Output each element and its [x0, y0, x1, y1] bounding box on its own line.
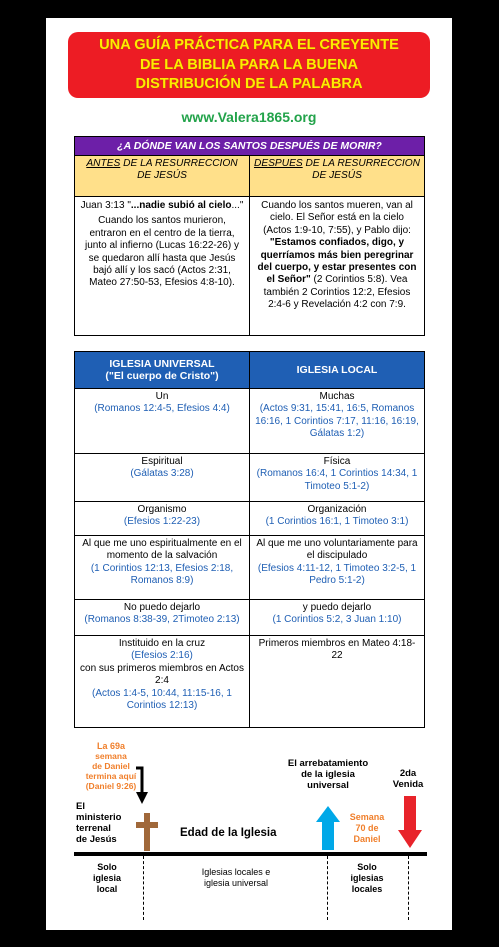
after-header [250, 156, 425, 197]
segment-line: local [96, 884, 118, 894]
before-text: Cuando los santos murieron, entraron en el centro de la tierra, junto al infierno (Lucas 16:22-26) y se quedaron allí hasta que Jesús bajó allí y los sacó (Actos 2:31, Mateo 27:50-53, Efesios 4:8-10). [85, 215, 239, 289]
death-table-title: ¿A DÓNDE VAN LOS SANTOS DESPUÉS DE MORIR? [75, 137, 425, 156]
second-coming-line: 2da [399, 768, 417, 779]
universal-text: con sus primeros miembros en Actos 2:4 [80, 662, 244, 687]
universal-ref: (Efesios 2:16) [131, 650, 193, 662]
local-cell [250, 502, 425, 536]
week69-line: (Daniel 9:26) [85, 781, 137, 791]
before-cell [75, 197, 250, 336]
local-cell [250, 536, 425, 600]
down-arrow-icon [134, 766, 150, 806]
local-ref: (1 Corintios 16:1, 1 Timoteo 3:1) [265, 516, 409, 528]
universal-header-subtitle: ("El cuerpo de Cristo") [105, 370, 219, 382]
title-line-1: UNA GUÍA PRÁCTICA PARA EL CREYENTE [99, 37, 399, 53]
before-verse-quote: ...nadie subió al cielo [130, 200, 232, 211]
universal-text: No puedo dejarlo [123, 602, 201, 613]
universal-cell [75, 636, 250, 728]
ministry-line: El [76, 801, 85, 812]
segment-line: iglesias [350, 873, 384, 883]
title-line-3: DISTRIBUCIÓN DE LA PALABRA [135, 76, 363, 92]
local-header: IGLESIA LOCAL [250, 352, 425, 389]
red-down-arrow-icon [398, 796, 422, 848]
before-verse-ref: Juan 3:13 " [80, 200, 131, 211]
segment-line: locales [351, 884, 383, 894]
local-text: y puedo dejarlo [302, 602, 372, 613]
after-header-emph: DESPUES [253, 158, 303, 169]
before-header-rest: DE LA RESURRECCION DE JESÚS [120, 158, 238, 182]
universal-cell [75, 600, 250, 636]
universal-cell [75, 389, 250, 454]
timeline-divider [408, 856, 409, 920]
local-text: Al que me uno voluntariamente para el discipulado [256, 538, 418, 562]
universal-text: Al que me uno espiritualmente en el momento de la salvación [82, 538, 242, 562]
week70-label [342, 812, 392, 845]
church-age-label: Edad de la Iglesia [180, 827, 277, 839]
timeline-divider [143, 856, 144, 920]
universal-text: Instituido en la cruz [118, 638, 206, 649]
local-cell [250, 636, 425, 728]
universal-ref: (Romanos 8:38-39, 2Timoteo 2:13) [84, 614, 240, 626]
segment-line: Solo [357, 862, 377, 872]
week70-line: Daniel [353, 834, 381, 844]
universal-ref: (Romanos 12:4-5, Efesios 4:4) [94, 403, 230, 415]
segment-locals-only [336, 862, 398, 895]
universal-ref: (Gálatas 3:28) [130, 468, 194, 480]
universal-ref: (Efesios 1:22-23) [123, 516, 201, 528]
after-cell [250, 197, 425, 336]
tract-page [46, 18, 452, 930]
local-text: Muchas [319, 391, 355, 402]
segment-local-only [76, 862, 138, 895]
after-quote: "Estamos confiados, digo, y querríamos más bien peregrinar del cuerpo, y estar presentes con el Señor" [257, 237, 417, 286]
segment-line: Iglesias locales e [201, 867, 271, 877]
universal-header-title: IGLESIA UNIVERSAL [109, 357, 215, 370]
second-coming-line: Venida [392, 779, 424, 790]
week70-line: 70 de [355, 823, 379, 833]
after-header-rest: DE LA RESURRECCION DE JESÚS [302, 158, 421, 182]
local-cell [250, 389, 425, 454]
universal-ref: (Actos 1:4-5, 10:44, 11:15-16, 1 Corintios 12:13) [92, 687, 232, 712]
universal-text: Organismo [137, 504, 187, 515]
rapture-line: El arrebatamiento [287, 758, 369, 769]
local-text: Primeros miembros en Mateo 4:18-22 [258, 638, 416, 662]
ministry-label [76, 801, 136, 845]
before-header-emph: ANTES [86, 158, 121, 169]
rapture-line: de la iglesia [301, 769, 355, 780]
timeline-axis [74, 852, 427, 856]
universal-text: Un [155, 391, 169, 402]
before-verse [80, 200, 244, 212]
local-cell [250, 454, 425, 502]
local-cell [250, 600, 425, 636]
week70-line: Semana [349, 812, 385, 822]
up-arrow-icon [316, 806, 340, 850]
ministry-line: terrenal [76, 823, 111, 834]
universal-cell [75, 536, 250, 600]
after-text-1: Cuando los santos mueren, van al cielo. El Señor está en la cielo (Actos 1:9-10, 7:55), y Pablo dijo: [261, 200, 413, 236]
universal-cell [75, 502, 250, 536]
week69-line: semana [95, 751, 127, 761]
segment-line: Solo [97, 862, 117, 872]
after-text-2: (2 Corintios 5:8). Vea también 2 Corintios 12:2, Efesios 2:4-6 y Revelación 4:2 con 7:9. [263, 274, 411, 311]
local-ref: (Actos 9:31, 15:41, 16:5, Romanos 16:16, 1 Corintios 7:17, 11:16, 16:19, Gálatas 1:2) [255, 403, 419, 440]
local-ref: (Efesios 4:11-12, 1 Timoteo 3:2-5, 1 Pedro 5:1-2) [257, 562, 417, 587]
second-coming-label [388, 768, 428, 790]
cross-icon [136, 813, 158, 851]
before-verse-end: ..." [231, 200, 244, 211]
local-ref: (1 Corintios 5:2, 3 Juan 1:10) [272, 614, 402, 626]
week69-line: termina aquí [85, 771, 137, 781]
local-text: Organización [307, 504, 367, 515]
death-table [74, 136, 425, 336]
rapture-label [278, 758, 378, 791]
ministry-line: de Jesús [76, 834, 117, 845]
title-banner [68, 32, 430, 98]
ministry-line: ministerio [76, 812, 122, 823]
universal-header [75, 352, 250, 389]
universal-cell [75, 454, 250, 502]
local-text: Física [323, 456, 351, 467]
website-link[interactable]: www.Valera1865.org [181, 109, 317, 125]
timeline-divider [327, 856, 328, 920]
universal-text: Espiritual [141, 456, 183, 467]
week69-line: de Daniel [92, 761, 130, 771]
rapture-line: universal [307, 780, 349, 791]
segment-line: iglesia universal [203, 878, 269, 888]
timeline [46, 738, 452, 928]
week69-line: La 69a [96, 741, 126, 751]
segment-both [166, 867, 306, 889]
local-ref: (Romanos 16:4, 1 Corintios 14:34, 1 Timoteo 5:1-2) [256, 468, 418, 492]
church-table [74, 351, 425, 728]
segment-line: iglesia [92, 873, 121, 883]
universal-ref: (1 Corintios 12:13, Efesios 2:18, Romanos 8:9) [90, 562, 234, 587]
title-line-2: DE LA BIBLIA PARA LA BUENA [139, 56, 359, 73]
before-header [75, 156, 250, 197]
